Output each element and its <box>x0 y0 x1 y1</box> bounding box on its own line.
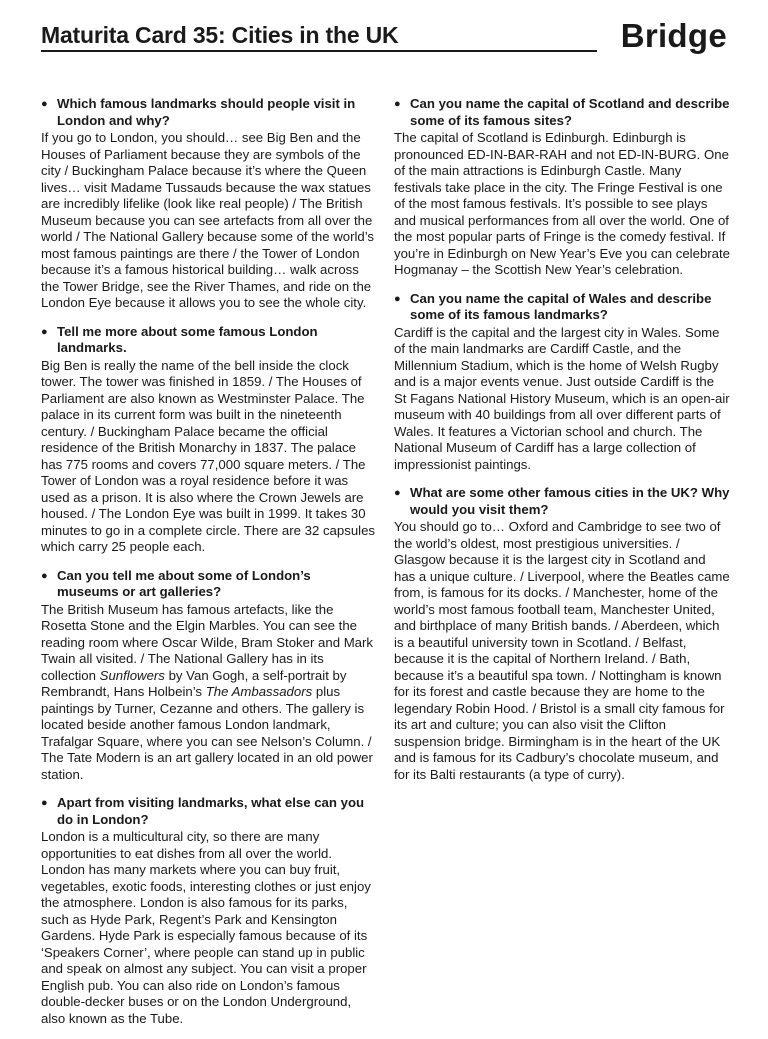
answer: If you go to London, you should… see Big Ben and the Houses of Parliament because they are symbols of the city / Buckingham Palace because it’s where the Queen lives… visit Madame Tussauds because the wax statues are incredibly lifelike (look like real people) / The British Museum because you can see artefacts from all over the world / The National Gallery because some of the world’s most famous paintings are there / the Tower of London because it’s a famous historical building… walk across the Tower Bridge, see the River Thames, and ride on the London Eye because it allows you to see the whole city. <box>41 130 375 310</box>
question-text: Tell me more about some famous London landmarks. <box>57 323 318 355</box>
left-column <box>41 96 375 1039</box>
answer: You should go to… Oxford and Cambridge to see two of the world’s oldest, most prestigious universities. / Glasgow because it is the largest city in Scotland and has a unique culture. / Liverpool, where the Beatles came from, is famous for its docks. / Manchester, home of the world’s most famous football team, Manchester United, and birthplace of many British bands. / Aberdeen, which is a beautiful university town in Scotland. / Belfast, because it is the capital of Northern Ireland. / Bath, because it’s a beautiful spa town. / Nottingham is known for its forest and castle because they are home to the legendary Robin Hood. / Bristol is a small city famous for its art and culture; you can also visit the Clifton suspension bridge. Birmingham is in the heart of the UK and is famous for its Cadbury’s chocolate museum, and for its Balti restaurants (a type of curry). <box>394 519 730 782</box>
qa-block <box>394 485 730 783</box>
question-text: Which famous landmarks should people visit in London and why? <box>57 96 356 128</box>
question <box>41 96 375 129</box>
question <box>394 291 730 324</box>
question-text: What are some other famous cities in the UK? Why would you visit them? <box>410 485 730 517</box>
question-text: Can you name the capital of Wales and describe some of its famous landmarks? <box>410 290 712 322</box>
question <box>41 568 375 601</box>
bullet-icon: ● <box>394 292 401 305</box>
bullet-icon: ● <box>394 98 401 110</box>
artwork-title: The Ambassadors <box>205 684 313 699</box>
title-underline <box>41 50 597 52</box>
page-title: Maturita Card 35: Cities in the UK <box>41 22 399 48</box>
brand-logo: Bridge <box>620 17 727 54</box>
question-text: Apart from visiting landmarks, what else can you do in London? <box>57 795 365 827</box>
answer-text: The British Museum has famous artefacts, like the Rosetta Stone and the Elgin Marbles. You can see the reading room where Oscar Wilde, Bram Stoker and Mark Twain all visited. / The National Gallery has in its collection <box>41 601 374 683</box>
bullet-icon: ● <box>41 569 48 582</box>
qa-block <box>41 324 375 556</box>
question-text: Can you name the capital of Scotland and describe some of its famous sites? <box>410 96 730 128</box>
page-header <box>41 18 731 58</box>
qa-block <box>41 96 375 312</box>
answer: Big Ben is really the name of the bell inside the clock tower. The tower was finished in 1859. / The Houses of Parliament are also known as Westminster Palace. The palace in its current form was built in the nineteenth century. / Buckingham Palace became the official residence of the British Monarchy in 1837. The palace has 775 rooms and covers 77,000 square meters. / The Tower of London was a royal residence before it was used as a prison. It is also where the Crown Jewels are housed. / The London Eye was built in 1999. It takes 30 minutes to go in a complete circle. There are 32 capsules which carry 25 people each. <box>41 357 376 554</box>
answer-text: by Van Gogh, a self-portrait by Rembrandt, Hans Holbein’s <box>41 667 347 699</box>
qa-block <box>41 795 375 1027</box>
question <box>394 485 730 518</box>
question-text: Can you tell me about some of London’s museums or art galleries? <box>57 567 311 599</box>
qa-block <box>394 96 730 279</box>
qa-block <box>394 291 730 474</box>
answer <box>41 602 375 784</box>
question <box>41 795 375 828</box>
answer: The capital of Scotland is Edinburgh. Edinburgh is pronounced ED-IN-BAR-RAH and not ED-IN-BURG. One of the main attractions is Edinburgh Castle. Many festivals take place in the city. The Fringe Festival is one of the most famous festivals. It’s possible to see plays and musical performances from all over the world. One of the most popular parts of Fringe is the comedy festival. If you’re in Edinburgh on New Year’s Eve you can celebrate Hogmanay – the Scottish New Year’s celebration. <box>394 130 731 277</box>
question <box>394 96 730 129</box>
artwork-title: Sunflowers <box>99 667 165 683</box>
answer: London is a multicultural city, so there are many opportunities to eat dishes from all over the world. London has many markets where you can buy fruit, vegetables, exotic foods, interesting clothes or just enjoy the atmosphere. London is also famous for its parks, such as Hyde Park, Regent’s Park and Kensington Gardens. Hyde Park is especially famous because of its ‘Speakers Corner’, where people can stand up in public and speak on almost any subject. You can visit a proper English pub. You can also ride on London’s famous double-decker buses or on the London Underground, also known as the Tube. <box>41 829 371 1026</box>
bullet-icon: ● <box>41 325 48 338</box>
bullet-icon: ● <box>41 797 48 809</box>
right-column <box>394 96 730 795</box>
qa-block <box>41 568 375 784</box>
bullet-icon: ● <box>41 98 48 110</box>
question <box>41 324 375 357</box>
answer-text: plus paintings by Turner, Cezanne and others. The gallery is located beside another famous London landmark, Trafalgar Square, where you can see Nelson’s Column. / The Tate Modern is an art gallery located in an old power station. <box>41 684 373 782</box>
answer: Cardiff is the capital and the largest city in Wales. Some of the main landmarks are Cardiff Castle, and the Millennium Stadium, which is the home of Welsh Rugby and is a major events venue. Just outside Cardiff is the St Fagans National History Museum, which is an open-air museum with 40 buildings from all over different parts of Wales. It features a Victorian school and church. The National Museum of Cardiff has a large collection of impressionist paintings. <box>394 324 730 472</box>
bullet-icon: ● <box>394 487 401 499</box>
